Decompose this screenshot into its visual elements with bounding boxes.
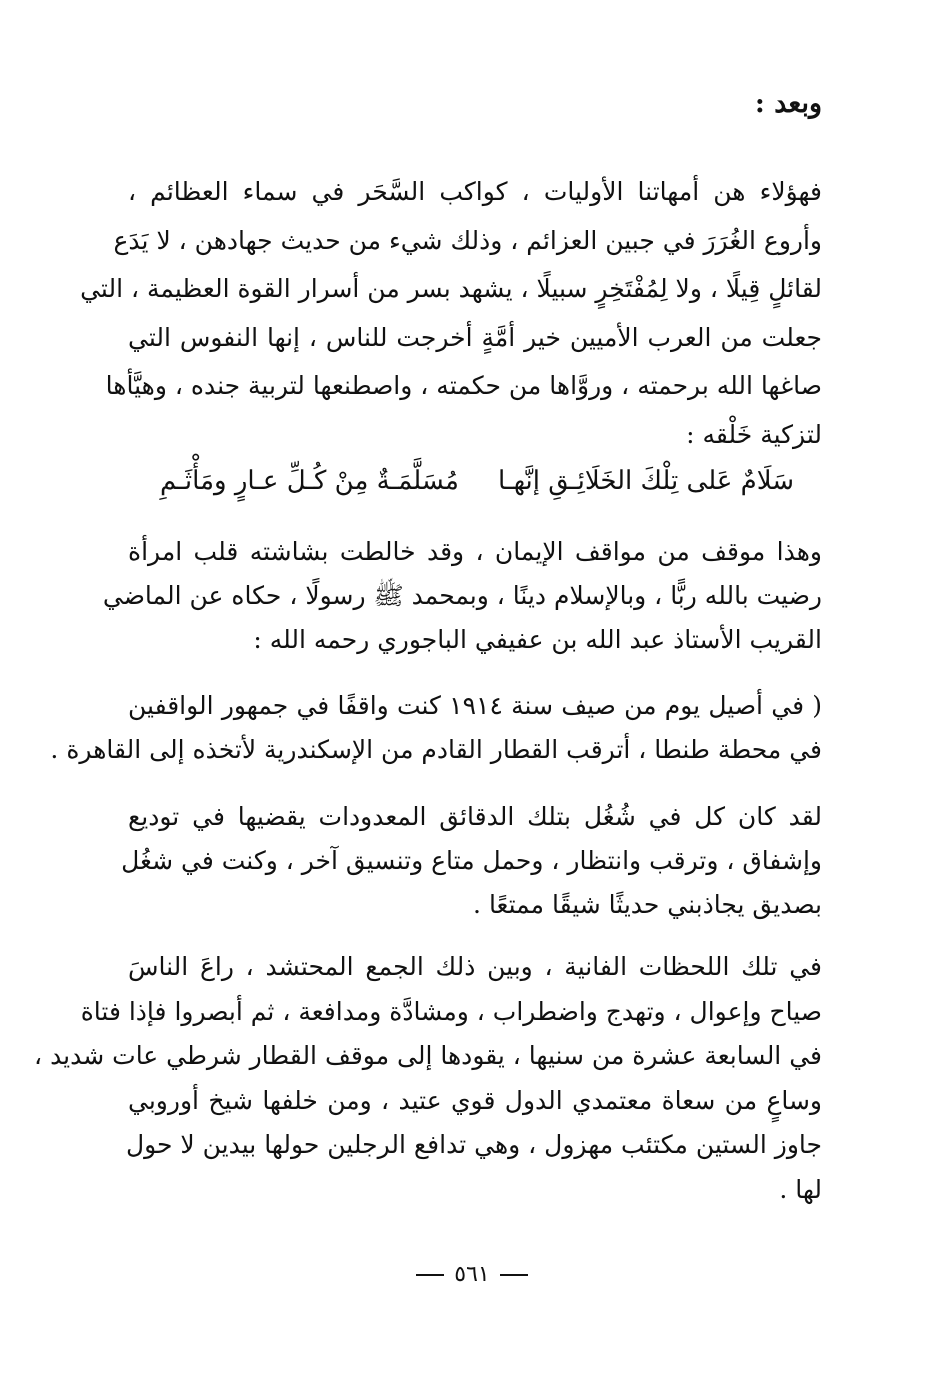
text-line: جعلت من العرب الأميين خير أمَّةٍ أخرجت للناس ، إنها النفوس التي bbox=[128, 322, 822, 352]
text-line: القريب الأستاذ عبد الله بن عفيفي الباجوري رحمه الله : bbox=[253, 625, 822, 654]
text-line: وأروع الغُرَرَ في جبين العزائم ، وذلك شيء من حديث جهادهن ، لا يَدَع bbox=[113, 225, 822, 255]
text-line: لها . bbox=[779, 1174, 822, 1204]
text-line: بصديق يجاذبني حديثًا شيقًا ممتعًا . bbox=[473, 890, 822, 919]
text-line: صياح وإعوال ، وتهدج واضطراب ، ومشادَّة ومدافعة ، ثم أبصروا فإذا فتاة bbox=[80, 996, 822, 1026]
text-line: وإشفاق ، وترقب وانتظار ، وحمل متاع وتنسيق آخر ، وكنت في شغُل bbox=[121, 846, 822, 875]
paragraph-3 bbox=[50, 684, 822, 772]
paragraph-5 bbox=[34, 945, 822, 1212]
verse-second-hemistich: مُسَلَّمَـةٌ مِنْ كُـلِّ عـارٍ ومَأْثَـمِ bbox=[160, 466, 459, 496]
paragraph-2 bbox=[102, 530, 822, 662]
text-line: وساعٍ من سعاة معتمدي الدول قوي عتيد ، ومن خلفها شيخ أوروبي bbox=[128, 1085, 822, 1115]
text-line: في محطة طنطا ، أترقب القطار القادم من الإسكندرية لأتخذه إلى القاهرة . bbox=[50, 735, 822, 764]
page-number-footer bbox=[0, 1262, 944, 1287]
text-line: رضيت بالله ربًّا ، وبالإسلام دينًا ، وبمحمد ﷺ رسولًا ، حكاه عن الماضي bbox=[102, 581, 822, 610]
text-line: فهؤلاء هن أمهاتنا الأوليات ، كواكب السَّحَر في سماء العظائم ، bbox=[128, 177, 822, 206]
text-line: في السابعة عشرة من سنيها ، يقودها إلى موقف القطار شرطي عات شديد ، bbox=[34, 1041, 822, 1070]
section-heading: وبعد : bbox=[754, 88, 822, 119]
dash-divider bbox=[416, 1274, 444, 1276]
text-line: وهذا موقف من مواقف الإيمان ، وقد خالطت بشاشته قلب امرأة bbox=[128, 537, 822, 566]
paragraph-1 bbox=[80, 168, 822, 459]
paragraph-4 bbox=[121, 795, 822, 927]
text-line: صاغها الله برحمته ، وروَّاها من حكمته ، واصطنعها لتربية جنده ، وهيَّأها bbox=[105, 371, 822, 400]
dash-divider bbox=[500, 1274, 528, 1276]
text-line: لقد كان كل في شُغُل بتلك الدقائق المعدودات يقضيها في توديع bbox=[128, 802, 822, 831]
text-line: في تلك اللحظات الفانية ، وبين ذلك الجمع المحتشد ، راعَ الناسَ bbox=[128, 952, 822, 981]
poetry-verse bbox=[160, 466, 794, 496]
page-number: ٥٦١ bbox=[454, 1262, 490, 1287]
text-line: ( في أصيل يوم من صيف سنة ١٩١٤ كنت واقفًا في جمهور الواقفين bbox=[128, 691, 822, 720]
text-line: لقائلٍ قِيلًا ، ولا لِمُفْتَخِرٍ سبيلًا ، يشهد بسر من أسرار القوة العظيمة ، التي bbox=[80, 274, 822, 303]
verse-first-hemistich: سَلَامٌ عَلى تِلْكَ الخَلَائِـقِ إنَّهـا bbox=[498, 466, 794, 496]
text-line: جاوز الستين مكتئب مهزول ، وهي تدافع الرجلين حولها بيدين لا حول bbox=[125, 1130, 822, 1159]
text-line: لتزكية خَلْقه : bbox=[686, 419, 822, 449]
